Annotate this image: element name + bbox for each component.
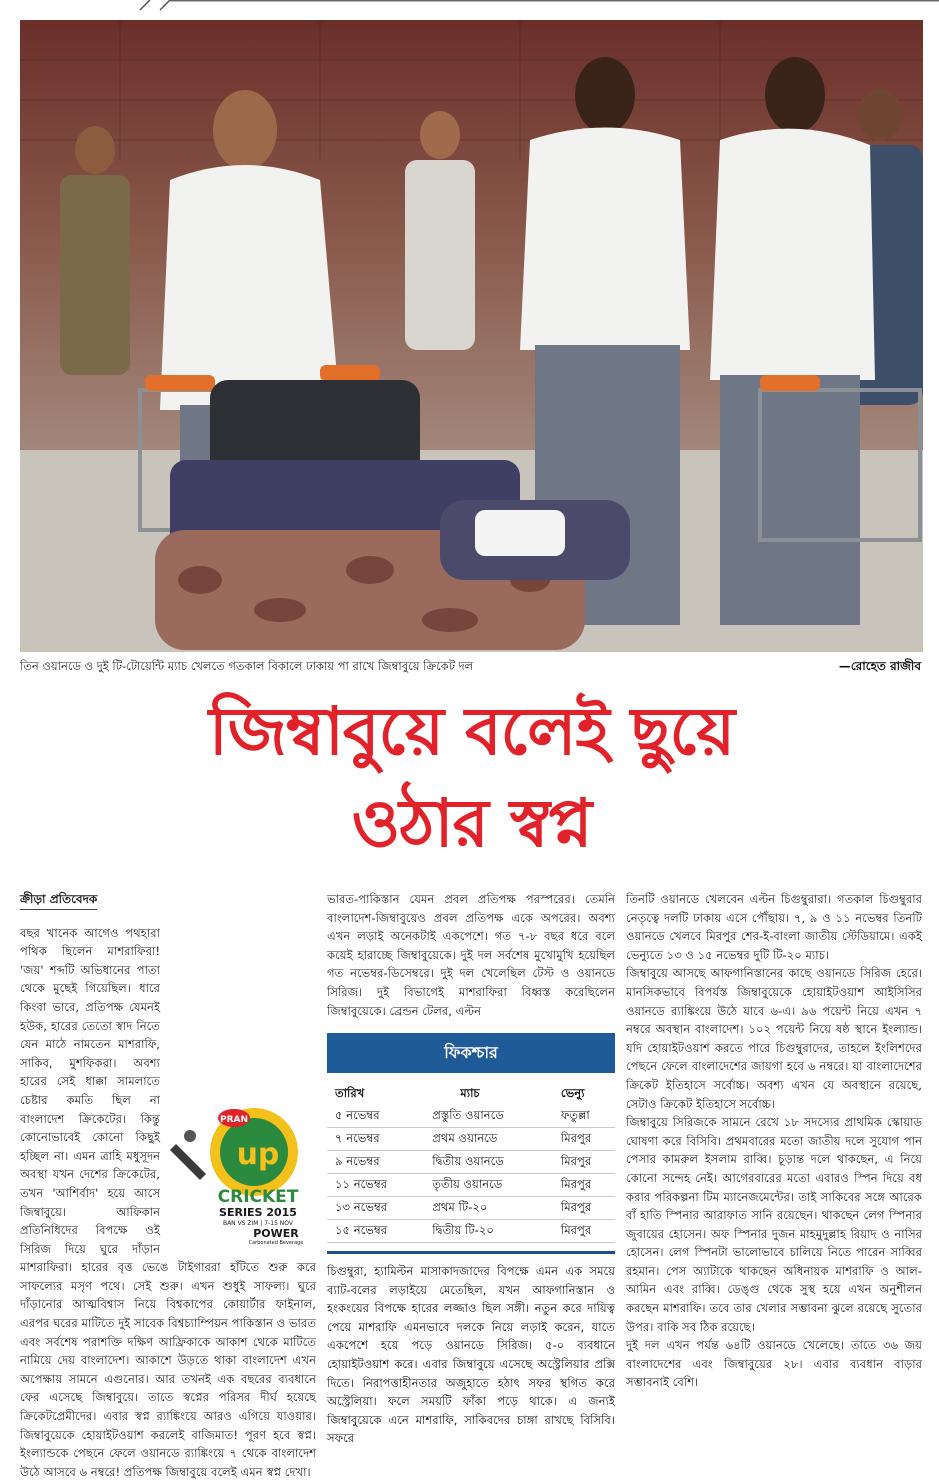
fixture-venue: মিরপুর bbox=[553, 1174, 615, 1197]
column2-top-paragraph: ভারত-পাকিস্তান যেমন প্রবল প্রতিপক্ষ পরস্পরের। তেমনি বাংলাদেশ-জিম্বাবুয়েও প্রবল প্রতিপক্ষ একে অপরের। অবশ্য এখন লড়াই অনেকটাই একপেশে। গত ৭-৮ বছর ধরে বলে কয়েই হারাচ্ছে জিম্বাবুয়েকে। দুই দল সর্বশেষ মুখোমুখি হয়েছিল গত নভেম্বর-ডিসেম্বরে। দুই দল খেলেছিল টেস্ট ও ওয়ানডে সিরিজ। দুই বিভাগেই মাশরাফিরা বিধ্বস্ত করেছিলেন জিম্বাবুয়েকে। ব্রেন্ডন টেলর, এল্টন bbox=[327, 892, 615, 1018]
logo-dates: BAN VS ZIM | 7-15 NOV bbox=[222, 1220, 294, 1227]
fixture-match: তৃতীয় ওয়ানডে bbox=[424, 1174, 553, 1197]
article-column-2-bottom bbox=[327, 1262, 615, 1448]
fixture-match: দ্বিতীয় টি-২০ bbox=[424, 1220, 553, 1243]
fixture-date: ৯ নভেম্বর bbox=[327, 1151, 424, 1174]
fixture-venue: মিরপুর bbox=[553, 1220, 615, 1243]
photo-credit: —রোহেত রাজীব bbox=[838, 659, 921, 673]
fixture-row bbox=[327, 1197, 615, 1220]
fixture-box bbox=[327, 1033, 615, 1254]
column3-paragraph-2: জিম্বাবুয়ে আসছে আফগানিস্তানের কাছে ওয়ানডে সিরিজ হেরে। মানসিকভাবে বিপর্যস্ত জিম্বাবুয়েকে হোয়াইটওয়াশ আইসিসির ওয়ানডে র‌্যাঙ্কিংয়ে উঠে যাবে ৬-এ। ৯৬ পয়েন্ট নিয়ে এখন ৭ নম্বরে অবস্থান বাংলাদেশ। ১০২ পয়েন্ট নিয়ে ষষ্ঠ স্থানে ইংল্যান্ড। যদি হোয়াইটওয়াশ করতে পারে চিগুম্বুরাদের, তাহলে ইংলিশদের পেছনে ফেলে বাংলাদেশের জায়গা হবে ৬ নম্বরে। যা বাংলাদেশের ক্রিকেট ইতিহাসে সর্বোচ্চ। অবশ্য এখন যে অবস্থানে রয়েছে, সেটাও ক্রিকেট ইতিহাসে সর্বোচ্চ। bbox=[626, 966, 922, 1111]
team-arrival-photo bbox=[20, 20, 923, 652]
fixture-venue: মিরপুর bbox=[553, 1128, 615, 1151]
column3-paragraph-4: দুই দল এখন পর্যন্ত ৬৪টি ওয়ানডে খেলেছে। তাতে ৩৬ জয় বাংলাদেশের এবং জিম্বাবুয়ের ২৮। এবার ব্যবধান বাড়ার সম্ভাবনাই বেশি। bbox=[626, 1338, 922, 1390]
series-logo bbox=[166, 1104, 316, 1246]
headline-line-2: ওঠার স্বপ্ন bbox=[351, 785, 592, 862]
fixture-row bbox=[327, 1220, 615, 1243]
fixture-title: ফিকশ্চার bbox=[327, 1033, 615, 1073]
logo-sponsor: POWER bbox=[253, 1227, 299, 1240]
column1-paragraph: বছর খানেক আগেও পথহারা পথিক ছিলেন মাশরাফিরা! 'জয়' শব্দটি অভিধানের পাতা থেকে মুছেই গিয়েছিল। ধারে কিংবা ভারে, প্রতিপক্ষ যেমনই হউক, হারের তেতো স্বাদ নিতে যেন মাঠে নামতেন মাশরাফি, সাকিব, মুশফিকরা। অবশ্য হারের সেই ধাক্কা সামলাতে চেষ্টার কমতি ছিল না বাংলাদেশ ক্রিকেটের। কিন্তু কোনোভাবেই কোনো কিছুই হচ্ছিল না। এমন ত্রাহি মধুসূদন অবস্থা যখন দেশের ক্রিকেটের, তখন 'আশির্বাদ' হয়ে আসে জিম্বাবুয়ে। আফিকান প্রতিনিধিদের বিপক্ষে ওই সিরিজ দিয়ে ঘুরে দাঁড়ান মাশরাফিরা। হারের বৃত্ত ভেঙে টাইগাররা হাঁটতে শুরু করে সাফল্যের মসৃণ পথে। সেই শুরু। এখন শুধুই সাফল্য। ঘুরে দাঁড়ানোর আত্মবিশ্বাস নিয়ে বিশ্বকাপের কোয়ার্টার ফাইনাল, এরপর ঘরের মাটিতে দুই সাবেক বিশ্বচ্যাম্পিয়ন পাকিস্তান ও ভারত এবং সর্বশেষ পরাশক্তি দক্ষিণ আফ্রিকাকে আকাশ থেকে মাটিতে নামিয়ে দেয় বাংলাদেশ। আকাশে উড়তে থাকা বাংলাদেশ এখন অপেক্ষায় সামনে এগুনোর। আর তখনই এক বছরের ব্যবধানে ফের এসেছে জিম্বাবুয়ে। তাতে স্বপ্নের পরিসর দীর্ঘ হয়েছে ক্রিকেটপ্রেমীদের। এবার স্বপ্ন র‌্যাঙ্কিংয়ে আরও এগিয়ে যাওয়ার। জিম্বাবুয়েকে হোয়াইটওয়াশ করলেই বাজিমাত! পূরণ হবে স্বপ্ন। ইংল্যান্ডকে পেছনে ফেলে ওয়ানডে র‌্যাঙ্কিংয়ে ৭ থেকে বাংলাদেশ উঠে আসবে ৬ নম্বরে! প্রতিপক্ষ জিম্বাবুয়ে বলেই এমন স্বপ্ন দেখা। bbox=[20, 925, 316, 1479]
fixture-venue: ফতুল্লা bbox=[553, 1105, 615, 1128]
fixture-row bbox=[327, 1105, 615, 1128]
page-top-rule bbox=[0, 0, 939, 14]
fixture-venue: মিরপুর bbox=[553, 1197, 615, 1220]
fixture-table bbox=[327, 1083, 615, 1243]
fixture-date: ৭ নভেম্বর bbox=[327, 1128, 424, 1151]
photo-caption: তিন ওয়ানডে ও দুই টি-টোয়েন্টি ম্যাচ খেলতে গতকাল বিকালে ঢাকায় পা রাখে জিম্বাবুয়ে ক্রিকেট দল bbox=[20, 659, 474, 673]
headline bbox=[20, 686, 923, 870]
article-column-3 bbox=[626, 890, 922, 1392]
fixture-row bbox=[327, 1128, 615, 1151]
byline: ক্রীড়া প্রতিবেদক bbox=[20, 890, 97, 910]
article-column-1 bbox=[20, 890, 316, 1481]
fixture-match: প্রথম টি-২০ bbox=[424, 1197, 553, 1220]
logo-series: SERIES 2015 bbox=[219, 1206, 297, 1219]
fixture-venue: মিরপুর bbox=[553, 1151, 615, 1174]
fixture-match: দ্বিতীয় ওয়ানডে bbox=[424, 1151, 553, 1174]
fixture-header-venue: ভেন্যু bbox=[560, 1085, 585, 1100]
fixture-header-row bbox=[327, 1083, 615, 1105]
logo-sponsor-sub: Carbonated Beverage bbox=[248, 1240, 304, 1246]
fixture-date: ১৫ নভেম্বর bbox=[327, 1220, 424, 1243]
fixture-date: ১১ নভেম্বর bbox=[327, 1174, 424, 1197]
fixture-match: প্রথম ওয়ানডে bbox=[424, 1128, 553, 1151]
fixture-date: ১৩ নভেম্বর bbox=[327, 1197, 424, 1220]
fixture-row bbox=[327, 1151, 615, 1174]
fixture-match: প্রস্তুতি ওয়ানডে bbox=[424, 1105, 553, 1128]
column2-bottom-paragraph: চিগুম্বুরা, হ্যামিল্টন মাসাকাদজাদের বিপক্ষে এমন এক সময়ে ব্যাট-বলের লড়াইয়ে মেতেছিল, যখন আফগানিস্তান ও হংকংয়ের বিপক্ষে হারের লজ্জাও ছিল সঙ্গী। নতুন করে দায়িত্ব পেয়ে মাশরাফি এমনভাবে দলকে নিয়ে লড়াই করেন, যাতে একপেশে হয়ে পড়ে ওয়ানডে সিরিজ। ৫-০ ব্যবধানে হোয়াইটওয়াশ করে। এবার জিম্বাবুয়ে এসেছে অস্ট্রেলিয়ার প্রক্সি দিতে। নিরাপত্তাহীনতার অজুহাতে হঠাৎ সফর স্থগিত করে অস্ট্রেলিয়া। ফলে সময়টি ফাঁকা পড়ে থাকে। এ জন্যই জিম্বাবুয়েকে এনে মাশরাফি, সাকিবদের চাঙ্গা রাখছে বিসিবি। সফরে bbox=[327, 1264, 615, 1446]
fixture-header-match: ম্যাচ bbox=[460, 1085, 480, 1100]
fixture-header-date: তারিখ bbox=[335, 1085, 365, 1100]
column3-paragraph-3: জিম্বাবুয়ে সিরিজকে সামনে রেখে ১৮ সদস্যের প্রাথমিক স্কোয়াড ঘোষণা করে বিসিবি। প্রথমবারের মতো জাতীয় দলে সুযোগ পান পেসার কামরুল ইসলাম রাব্বি। চূড়ান্ত দলে থাকছেন, এ নিয়ে কোনো সন্দেহ নেই। আগেরবারের মতো এবারও স্পিন দিয়ে বধ করার পরিকল্পনা টিম ম্যানেজমেন্টের। তাই সাকিবের সঙ্গে আরেক বাঁ হাতি স্পিনার আরাফাত সানি রয়েছেন। থাকছেন লেগ স্পিনার জুবায়ের হোসেন। অফ স্পিনার দুজন মাহমুদুল্লাহ রিয়াদ ও নাসির হোসেন। লেগ স্পিনটা ভালোভাবে চালিয়ে নিতে পারেন সাব্বির রহমান। পেস অ্যাটাকে থাকছেন অধিনায়ক মাশরাফি ও আল-আমিন এবং রাব্বি। ডেঙ্গু থেকে সুস্থ হয়ে এখন অনুশীলন করছেন মাশরাফি। তবে তার খেলার সম্ভাবনা ঝুলে রয়েছে সুতোর উপর। বাকি সব ঠিক রয়েছে। bbox=[626, 1115, 922, 1334]
logo-cricket: CRICKET bbox=[217, 1187, 299, 1207]
logo-brand: PRAN bbox=[219, 1115, 249, 1125]
column3-paragraph-1: তিনটি ওয়ানডে খেলবেন এল্টন চিগুম্বুরারা। গতকাল চিগুম্বুরার নেতৃত্বে দলটি ঢাকায় এসে পৌঁছায়। ৭, ৯ ও ১১ নভেম্বর তিনটি ওয়ানডে খেলবে মিরপুর শের-ই-বাংলা জাতীয় স্টেডিয়ামে। একই ভেন্যুতে ১৩ ও ১৫ নভেম্বর দুটি টি-২০ ম্যাচ। bbox=[626, 892, 922, 962]
logo-up: up bbox=[236, 1137, 280, 1172]
fixture-row bbox=[327, 1174, 615, 1197]
article-column-2 bbox=[327, 890, 615, 1020]
fixture-date: ৫ নভেম্বর bbox=[327, 1105, 424, 1128]
headline-line-1: জিম্বাবুয়ে বলেই ছুয়ে bbox=[208, 693, 735, 770]
